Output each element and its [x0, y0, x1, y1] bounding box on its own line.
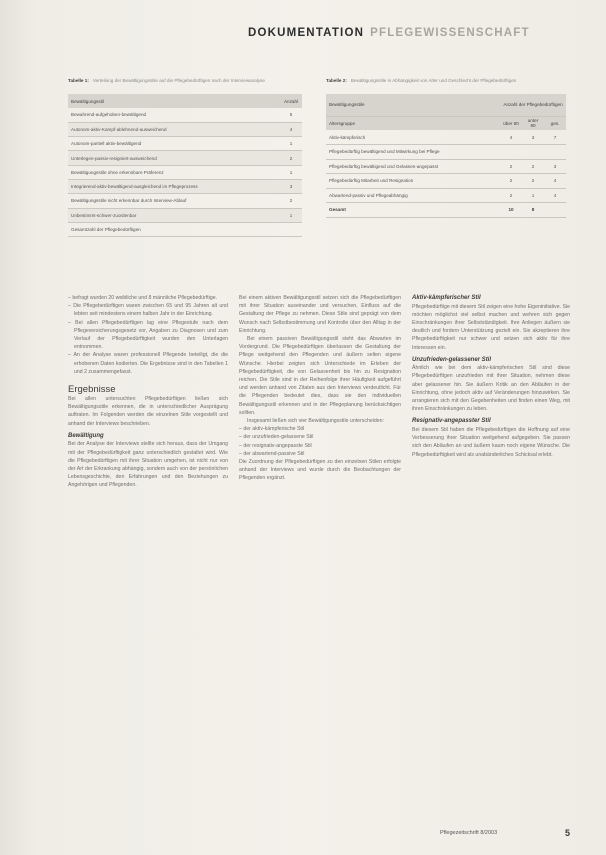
- row-label: Bewältigungsstile nicht erkennbar durch Interview-Ablauf: [68, 194, 280, 208]
- table-1: [68, 78, 302, 237]
- paragraph: Die Zuordnung der Pflegebedürftigen zu den einzelnen Stilen erfolgte anhand der Interviews und wurde durch die Beobachtungen der Pflegenden ergänzt.: [239, 459, 401, 482]
- table-2-col-head: Bewältigungsstile: [326, 94, 500, 116]
- page-footer: [440, 828, 570, 838]
- table-row: [68, 222, 302, 236]
- list-item: – der unzufrieden-gelassene Stil: [239, 434, 314, 441]
- table-2-caption: [326, 78, 566, 94]
- table-1-col-head: Bewältigungsstil: [68, 94, 280, 108]
- table-1-caption: [68, 78, 302, 94]
- row-sublabel: [464, 188, 500, 203]
- row-value: 1: [280, 208, 302, 222]
- table-2: [326, 78, 566, 218]
- row-value: [500, 145, 522, 160]
- results-paragraph: Bei allen untersuchten Pflegebedürftigen ließen sich Bewältigungsstile erkennen, die in unterschiedlicher Ausprägung auftraten. Im Folgenden werden die einzelnen Stile vorgestellt und anhand der Interviews beschrieben.: [68, 396, 228, 427]
- table-2-label: Tabelle 2:: [326, 78, 347, 83]
- table-row: [326, 130, 566, 145]
- row-label: Gesamtzahl der Pflegebedürftigen: [68, 222, 280, 236]
- coping-paragraph: Bei der Analyse der Interviews stellte sich heraus, dass der Umgang mit der Pflegebedürftigkeit ganz unterschiedlich gestaltet wird. Wie die Pflegebedürftigen mit ihrer Situation umgehen, ist nicht nur von der Art der Erkrankung abhängig, sondern auch von der persönlichen Lebensgeschichte, den Erfahrungen und den Beziehungen zu Angehörigen und Pflegenden.: [68, 441, 228, 489]
- bullet-item: – Die Pflegebedürftigen waren zwischen 65 und 95 Jahren alt und lebten seit mindestens einem halben Jahr in der Einrichtung.: [68, 303, 228, 318]
- row-sublabel: [464, 145, 500, 160]
- row-value: [522, 145, 544, 160]
- bullet-item: – Bei allen Pflegebedürftigen lag eine Pflegestufe nach dem Pflegeversicherungsgesetz vor, Angaben zu Diagnosen und zum Verlauf der Pflegebedürftigkeit wurden den Unterlagen entnommen.: [68, 319, 228, 351]
- row-sublabel: [464, 203, 500, 218]
- row-label: Autonom-partiell aktiv-bewältigend: [68, 137, 280, 151]
- bullet-item: – befragt wurden 20 weibliche und 8 männliche Pflegebedürftige.: [68, 295, 218, 301]
- list-item: – der abwartend-passive Stil: [239, 450, 305, 457]
- row-value: 10: [500, 203, 522, 218]
- row-value: 4: [544, 174, 566, 189]
- row-value: 3: [280, 179, 302, 193]
- table-2-caption-text: Bewältigungsstile in Abhängigkeit von Alter und Geschlecht der Pflegebedürftigen: [350, 78, 517, 83]
- row-label: Abwartend-passiv und Pflegeabhängig: [326, 188, 464, 203]
- table-row: [68, 194, 302, 208]
- table-2-subhead-label: Altersgruppe: [326, 116, 500, 130]
- row-label: Aktiv-kämpferisch: [326, 130, 464, 145]
- table-row: [326, 145, 566, 160]
- paragraph: Ähnlich wie bei dem aktiv-kämpferischen Stil sind diese Pflegebedürftigen unzufrieden mit ihrer Situation, nehmen diese aber gelassener hin. Sie äußern Kritik an den Abläufen in der Einrichtung, ohne jedoch aktiv auf Veränderungen hinzuwirken. Sie arrangieren sich mit den Gegebenheiten und finden einen Weg, mit ihren Einschränkungen zu leben.: [412, 365, 570, 413]
- row-value: 3: [522, 130, 544, 145]
- table-row: [326, 159, 566, 174]
- bullet-text: Bei allen Pflegebedürftigen lag eine Pflegestufe nach dem Pflegeversicherungsgesetz vor, Angaben zu Diagnosen und zum Verlauf der Pflegebedürftigkeit wurden den Unterlagen entnommen.: [74, 319, 228, 351]
- row-label: Bewältigungsstile ohne erkennbare Präferenz: [68, 165, 280, 179]
- row-label: Integrierend-aktiv-bewältigend-ausgleichend im Pflegeprozess: [68, 179, 280, 193]
- row-label: Autonom-aktiv-Kampf-ablehnend-ausweichend: [68, 122, 280, 136]
- table-1-col-num: Anzahl: [280, 94, 302, 108]
- row-value: 2: [280, 194, 302, 208]
- paragraph: Insgesamt ließen sich vier Bewältigungsstile unterscheiden:: [247, 418, 384, 425]
- table-row: [68, 108, 302, 122]
- list-text: der resignativ-angepasste Stil: [243, 442, 312, 449]
- row-sublabel: [464, 159, 500, 174]
- paragraph: Bei einem aktiven Bewältigungsstil setzen sich die Pflegebedürftigen mit ihrer Situation auseinander und versuchen, Einfluss auf die Gestaltung der Pflege zu nehmen. Diese Stile sind geprägt von dem Wunsch nach Selbstbestimmung und Kontrolle über den Alltag in der Einrichtung.: [239, 295, 401, 334]
- table-1-label: Tabelle 1:: [68, 78, 89, 83]
- row-label: Unbestimmt-schwer-zuordenbar: [68, 208, 280, 222]
- row-value: 5: [280, 108, 302, 122]
- row-sublabel: [464, 174, 500, 189]
- row-value: [544, 145, 566, 160]
- row-value: 2: [522, 159, 544, 174]
- section-title: DOKUMENTATION: [248, 27, 365, 39]
- text-column-3: [412, 294, 570, 459]
- list-text: der abwartend-passive Stil: [243, 450, 305, 457]
- table-2-grid: [326, 94, 566, 218]
- row-label: Unterlegen-passiv-resigniert-ausweichend: [68, 151, 280, 165]
- row-sublabel: [464, 130, 500, 145]
- row-value: 8: [522, 203, 544, 218]
- table-row: [68, 151, 302, 165]
- row-value: 1: [522, 188, 544, 203]
- resign-style-heading: Resignativ-angepasster Stil: [412, 418, 491, 425]
- table-2-group-head: Anzahl der Pflegebedürftigen: [500, 94, 566, 116]
- row-value: 7: [544, 130, 566, 145]
- row-label: Pflegebedürftig Mitarbeit und Resignation: [326, 174, 464, 189]
- table-row: [68, 137, 302, 151]
- bullet-text: Die Pflegebedürftigen waren zwischen 65 und 95 Jahren alt und lebten seit mindestens einem halben Jahr in der Einrichtung.: [73, 303, 228, 318]
- list-text: der aktiv-kämpferische Stil: [243, 426, 305, 433]
- results-heading: Ergebnisse: [68, 384, 116, 396]
- row-value: 4: [544, 188, 566, 203]
- row-label: Pflegebedürftig bewältigend und Mitwirkung bei Pflege: [326, 145, 464, 160]
- row-value: [544, 203, 566, 218]
- bullet-item: – An der Analyse waren professionell Pflegende beteiligt, die die erhobenen Daten kodierten. Die Ergebnisse sind in den Tabellen 1 und 2 zusammengefasst.: [68, 352, 228, 375]
- subsection-title: PFLEGEWISSENSCHAFT: [370, 27, 530, 39]
- table-row: [68, 208, 302, 222]
- row-value: 1: [280, 165, 302, 179]
- row-value: 4: [280, 122, 302, 136]
- table-row: [68, 122, 302, 136]
- list-item: – der aktiv-kämpferische Stil: [239, 426, 305, 433]
- text-column-1: [68, 294, 228, 490]
- page-number: 5: [564, 828, 570, 838]
- row-value: 2: [500, 159, 522, 174]
- row-value: 4: [500, 130, 522, 145]
- bullet-text: befragt wurden 20 weibliche und 8 männliche Pflegebedürftige.: [72, 295, 218, 301]
- row-value: 2: [500, 174, 522, 189]
- row-value: 3: [544, 159, 566, 174]
- table-row: [326, 188, 566, 203]
- running-header: [248, 26, 598, 40]
- table-2-subhead: über 80: [500, 116, 522, 130]
- table-1-caption-text: Verteilung der Bewältigungsstile auf die Pflegebedürftigen nach der Interviewanalyse: [92, 78, 265, 83]
- table-row: [68, 179, 302, 193]
- table-row: [68, 165, 302, 179]
- row-label: Pflegebedürftig bewältigend und Gelassen-angepasst: [326, 159, 464, 174]
- row-value: 2: [500, 188, 522, 203]
- active-style-heading: Aktiv-kämpferischer Stil: [412, 295, 481, 301]
- list-text: der unzufrieden-gelassene Stil: [243, 434, 314, 441]
- row-value: 1: [280, 137, 302, 151]
- coping-heading: Bewältigung: [68, 432, 104, 439]
- text-column-2: [239, 294, 401, 483]
- row-value: 2: [522, 174, 544, 189]
- calm-style-heading: Unzufrieden-gelassener Stil: [412, 356, 492, 363]
- table-2-subhead: ges.: [544, 116, 566, 130]
- row-value: 2: [280, 151, 302, 165]
- table-1-grid: [68, 94, 302, 237]
- journal-name: Pflegezeitschrift 8/2003: [440, 830, 498, 836]
- paragraph: Bei diesem Stil haben die Pflegebedürftigen die Hoffnung auf eine Verbesserung ihrer Situation weitgehend aufgegeben. Sie passen sich den Abläufen an und äußern kaum noch eigene Wünsche. Die Pflegebedürftigkeit wird als unabänderliches Schicksal erlebt.: [412, 426, 570, 458]
- row-label: Bewahrend-aufgehoben-bewältigend: [68, 108, 280, 122]
- paragraph: Pflegebedürftige mit diesem Stil zeigen eine hohe Eigeninitiative. Sie möchten möglichst viel selbst machen und wehren sich gegen Einschränkungen ihrer Selbstständigkeit. Ihre Anliegen äußern sie deutlich und fordern Unterstützung gezielt ein. Sie akzeptieren ihre Pflegebedürftigkeit nur schwer und setzen sich aktiv für ihre Interessen ein.: [412, 303, 570, 351]
- row-label: Gesamt: [326, 203, 464, 218]
- table-row: [326, 203, 566, 218]
- row-value: [280, 222, 302, 236]
- paragraph: Bei einem passiven Bewältigungsstil steht das Abwarten im Vordergrund. Die Pflegebedürftigen überlassen die Gestaltung der Pflege weitgehend den Pflegenden und äußern selten eigene Wünsche. Hierbei zeigten sich Unterschiede im Erleben der Pflegebedürftigkeit, die von Gelassenheit bis hin zu Resignation reichen. Die Stile sind in der Reihenfolge ihrer Häufigkeit aufgeführt und werden anhand von Zitaten aus den Interviews verdeutlicht. Für die Pflegenden bedeutet dies, dass sie den individuellen Bewältigungsstil erkennen und in der Pflegeplanung berücksichtigen sollten.: [239, 336, 401, 416]
- list-item: – der resignativ-angepasste Stil: [239, 442, 312, 449]
- table-2-subhead: unter 80: [522, 116, 544, 130]
- bullet-text: An der Analyse waren professionell Pflegende beteiligt, die die erhobenen Daten kodierten. Die Ergebnisse sind in den Tabellen 1 und 2 zusammengefasst.: [73, 352, 228, 375]
- table-row: [326, 174, 566, 189]
